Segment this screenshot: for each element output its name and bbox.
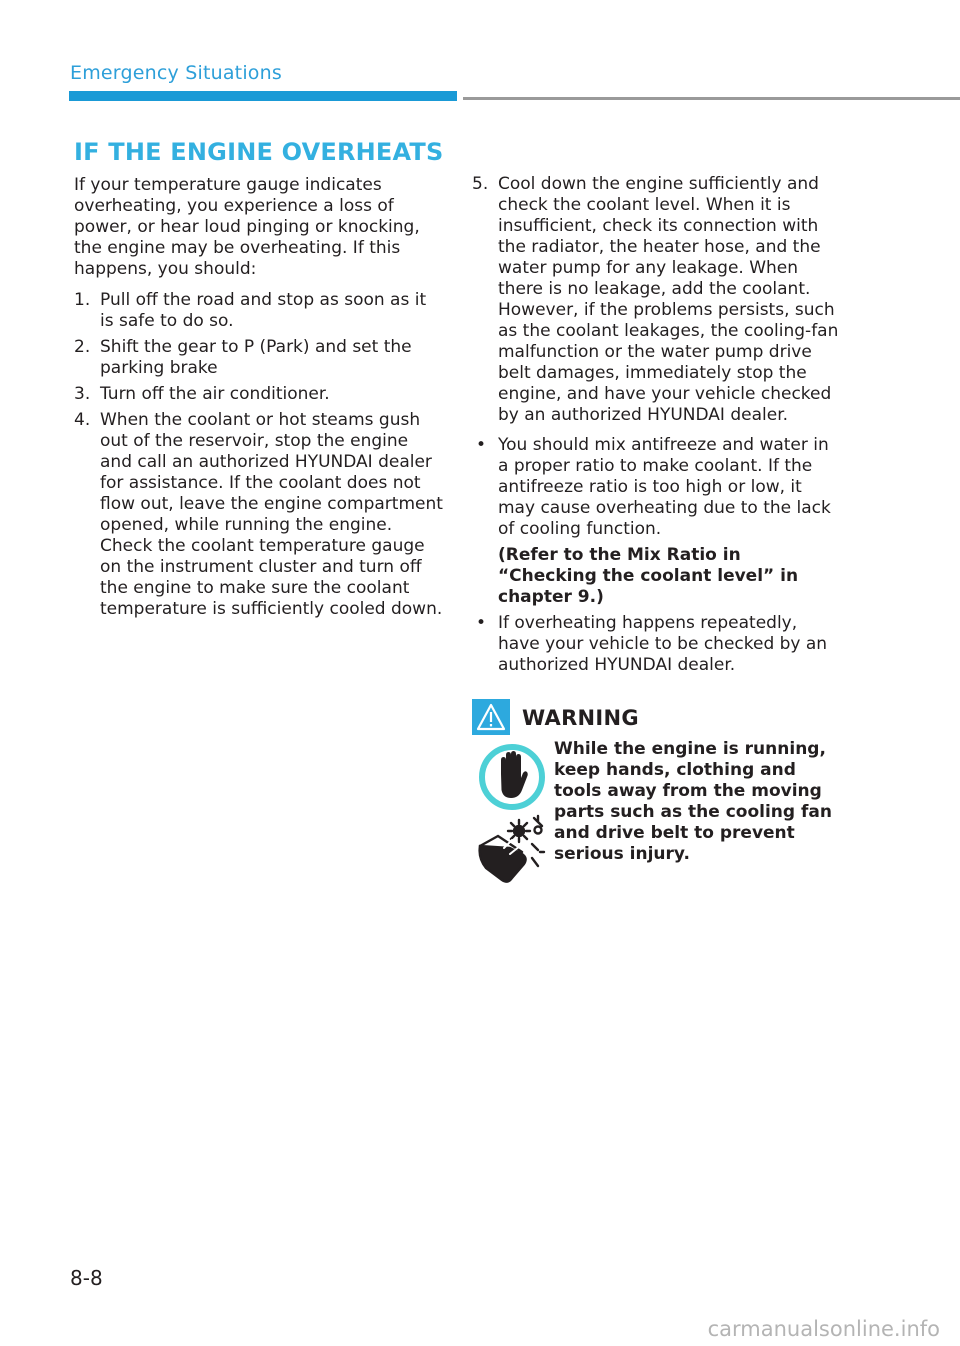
bullet-item [472, 435, 844, 540]
watermark: carmanualsonline.info [707, 1317, 940, 1341]
reference-note: (Refer to the Mix Ratio in “Checking the coolant level” in chapter 9.) [498, 545, 799, 607]
step-number: 4. [74, 410, 91, 430]
page-number: 8-8 [70, 1266, 103, 1290]
list-item [472, 174, 844, 426]
bullet-text: If overheating happens repeatedly, have your vehicle to be checked by an authorized HYUNDAI dealer. [498, 613, 828, 675]
step-text: Turn off the air conditioner. [100, 384, 330, 404]
warning-triangle-icon [472, 699, 510, 735]
warning-text: While the engine is running, keep hands, clothing and tools away from the moving parts such as the cooling fan and drive belt to prevent serious injury. [554, 739, 832, 864]
bullet-text: You should mix antifreeze and water in a proper ratio to make coolant. If the antifreeze ratio is too high or low, it may cause overheating due to the lack of cooling function. [498, 435, 831, 539]
bullet-icon: • [476, 435, 487, 455]
header-rule-gray [463, 97, 960, 100]
step-text: Shift the gear to P (Park) and set the parking brake [100, 337, 412, 378]
step-number: 5. [472, 174, 489, 194]
list-item [74, 337, 444, 379]
left-column [74, 175, 444, 625]
bullet-icon: • [476, 613, 487, 633]
stop-hand-icon [482, 747, 542, 807]
step-text: When the coolant or hot steams gush out of the reservoir, stop the engine and call an authorized HYUNDAI dealer for assistance. If the coolant does not flow out, leave the engine compartment opened, while running the engine. Check the coolant temperature gauge on the instrument cluster and turn off the engine to make sure the coolant temperature is sufficiently cooled down. [100, 410, 443, 619]
step-text: Cool down the engine sufficiently and check the coolant level. When it is insufficient, check its connection with the radiator, the heater hose, and the water pump for any leakage. When there is no leakage, add the coolant. However, if the problems persists, such as the coolant leakages, the cooling-fan malfunction or the water pump drive belt damages, immediately stop the engine, and have your vehicle checked by an authorized HYUNDAI dealer. [498, 174, 839, 425]
step-number: 2. [74, 337, 91, 357]
hand-caught-in-fan-icon [480, 816, 544, 882]
step-number: 1. [74, 290, 91, 310]
list-item [74, 384, 444, 405]
step-number: 3. [74, 384, 91, 404]
right-column [472, 174, 844, 681]
page-title: IF THE ENGINE OVERHEATS [74, 138, 444, 166]
list-item [74, 410, 444, 620]
bullet-item [472, 613, 844, 676]
section-header-title: Emergency Situations [70, 62, 282, 84]
header-rule-accent [69, 91, 457, 101]
list-item [74, 290, 444, 332]
warning-illustrations [472, 740, 552, 894]
intro-paragraph: If your temperature gauge indicates overheating, you experience a loss of power, or hear loud pinging or knocking, the engine may be overheating. If this happens, you should: [74, 175, 420, 279]
step-text: Pull off the road and stop as soon as it is safe to do so. [100, 290, 427, 331]
warning-label: WARNING [522, 706, 639, 730]
